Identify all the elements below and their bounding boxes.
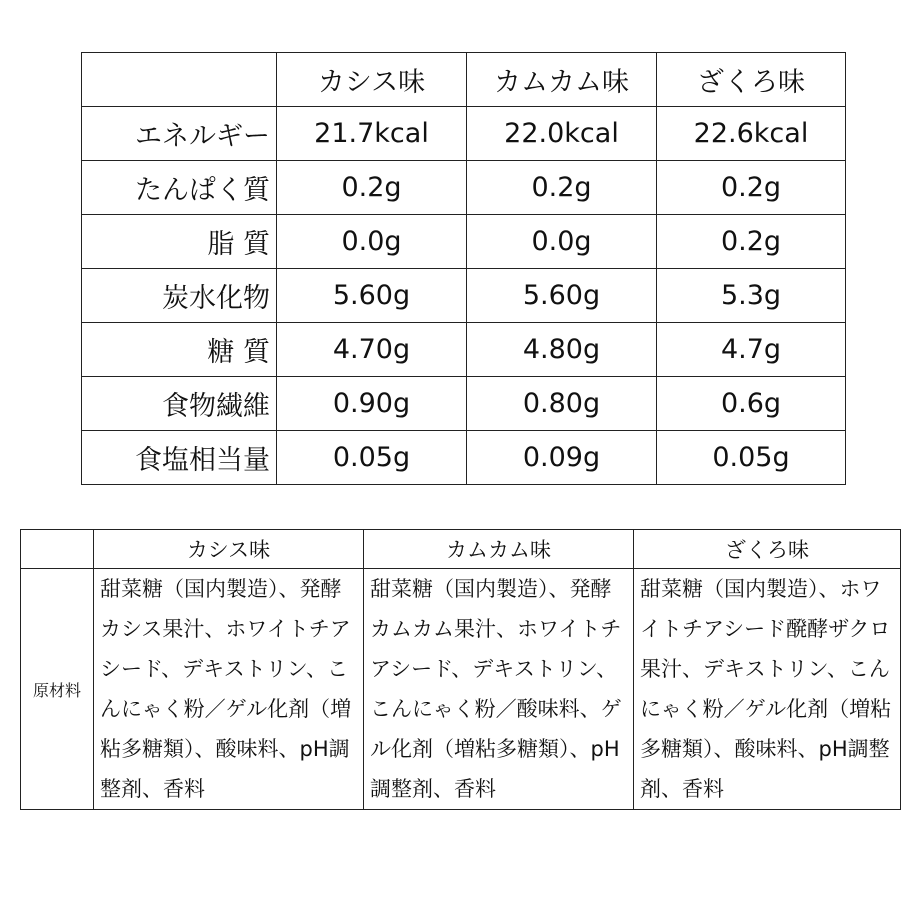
value-cell: 5.60g <box>277 269 467 323</box>
row-label-energy: エネルギー <box>82 107 277 161</box>
row-label-salt: 食塩相当量 <box>82 431 277 485</box>
table-row <box>82 269 846 323</box>
nutrition-header-pomegranate: ざくろ味 <box>657 53 846 107</box>
value-cell: 4.70g <box>277 323 467 377</box>
nutrition-header-corner <box>82 53 277 107</box>
table-row <box>82 161 846 215</box>
value-cell: 0.05g <box>277 431 467 485</box>
table-row <box>82 431 846 485</box>
value-cell: 0.6g <box>657 377 846 431</box>
row-label-fiber: 食物繊維 <box>82 377 277 431</box>
ingredients-row-label: 原材料 <box>21 569 94 810</box>
table-row <box>82 107 846 161</box>
ingredients-header-camucamu: カムカム味 <box>364 530 634 569</box>
value-cell: 0.0g <box>467 215 657 269</box>
nutrition-header-cassis: カシス味 <box>277 53 467 107</box>
table-row <box>21 569 901 810</box>
value-cell: 0.2g <box>657 161 846 215</box>
value-cell: 22.0kcal <box>467 107 657 161</box>
ingredients-table <box>20 529 901 810</box>
value-cell: 5.3g <box>657 269 846 323</box>
value-cell: 0.0g <box>277 215 467 269</box>
value-cell: 5.60g <box>467 269 657 323</box>
ingredients-header-cassis: カシス味 <box>94 530 364 569</box>
value-cell: 21.7kcal <box>277 107 467 161</box>
ingredients-header-pomegranate: ざくろ味 <box>634 530 901 569</box>
value-cell: 0.2g <box>277 161 467 215</box>
value-cell: 4.80g <box>467 323 657 377</box>
nutrition-header-row <box>82 53 846 107</box>
value-cell: 22.6kcal <box>657 107 846 161</box>
value-cell: 0.2g <box>467 161 657 215</box>
row-label-protein: たんぱく質 <box>82 161 277 215</box>
row-label-sugar: 糖 質 <box>82 323 277 377</box>
table-row <box>82 377 846 431</box>
value-cell: 0.2g <box>657 215 846 269</box>
nutrition-header-camucamu: カムカム味 <box>467 53 657 107</box>
row-label-fat: 脂 質 <box>82 215 277 269</box>
value-cell: 0.80g <box>467 377 657 431</box>
table-row <box>82 215 846 269</box>
nutrition-table <box>81 52 846 485</box>
value-cell: 0.09g <box>467 431 657 485</box>
ingredients-camucamu: 甜菜糖（国内製造）、発酵カムカム果汁、ホワイトチアシード、デキストリン、こんにゃく粉／酸味料、ゲル化剤（増粘多糖類）、pH調整剤、香料 <box>364 569 634 810</box>
table-row <box>82 323 846 377</box>
value-cell: 0.90g <box>277 377 467 431</box>
value-cell: 0.05g <box>657 431 846 485</box>
row-label-carbohydrate: 炭水化物 <box>82 269 277 323</box>
ingredients-cassis: 甜菜糖（国内製造）、発酵カシス果汁、ホワイトチアシード、デキストリン、こんにゃく粉／ゲル化剤（増粘多糖類）、酸味料、pH調整剤、香料 <box>94 569 364 810</box>
ingredients-header-row <box>21 530 901 569</box>
ingredients-pomegranate: 甜菜糖（国内製造）、ホワイトチアシード醗酵ザクロ果汁、デキストリン、こんにゃく粉／ゲル化剤（増粘多糖類）、酸味料、pH調整剤、香料 <box>634 569 901 810</box>
value-cell: 4.7g <box>657 323 846 377</box>
ingredients-header-corner <box>21 530 94 569</box>
